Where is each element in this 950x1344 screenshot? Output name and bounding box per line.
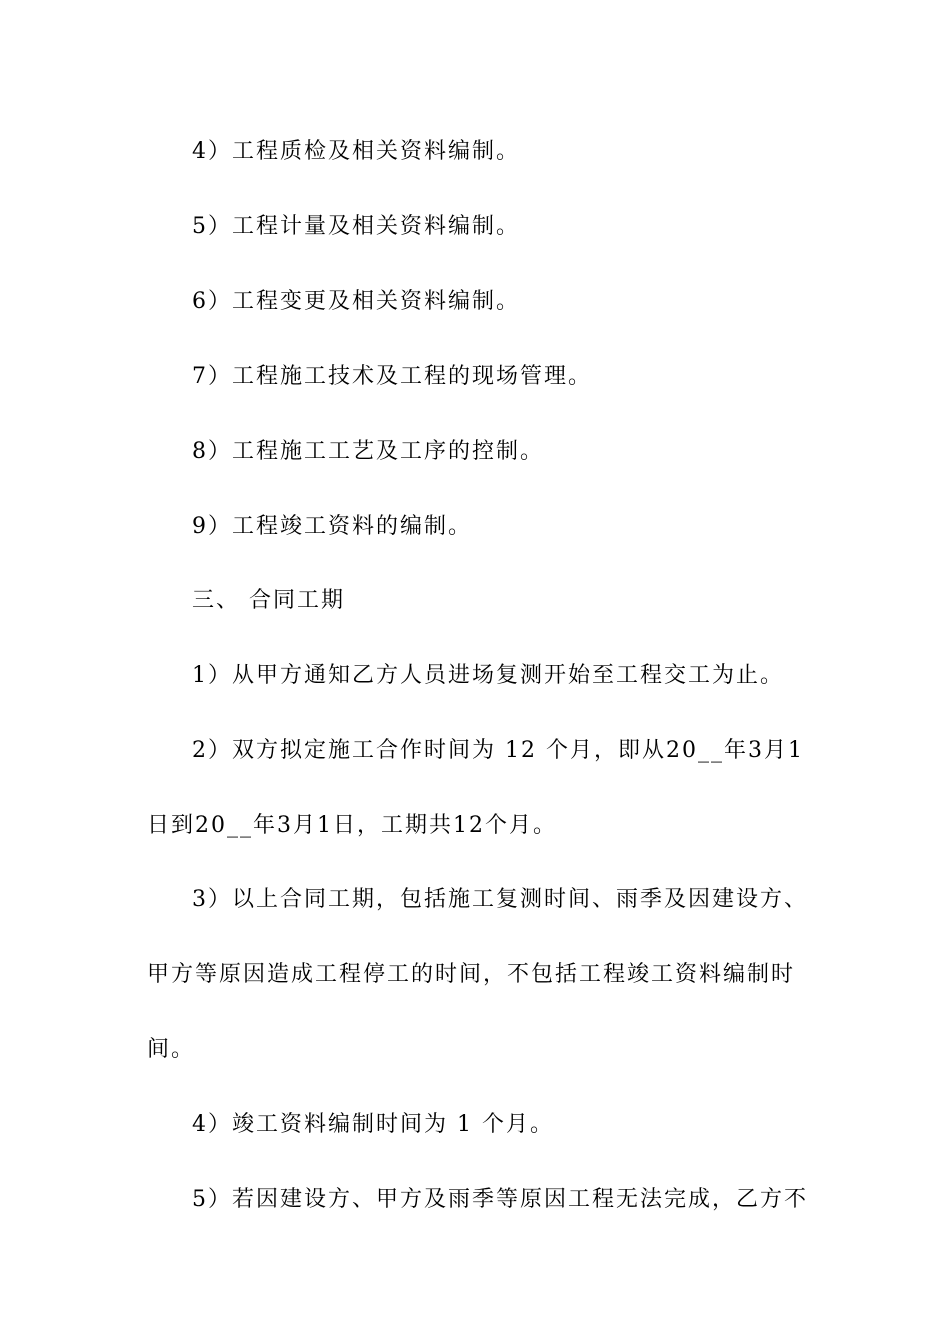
list-item-5-measurement: 5）工程计量及相关资料编制。 bbox=[192, 214, 520, 239]
paragraph-1-start-end: 1）从甲方通知乙方人员进场复测开始至工程交工为止。 bbox=[192, 663, 784, 688]
paragraph-3-line-1: 3）以上合同工期，包括施工复测时间、雨季及因建设方、 bbox=[192, 887, 808, 912]
list-item-7-site-management: 7）工程施工技术及工程的现场管理。 bbox=[192, 364, 592, 389]
paragraph-5-line-1: 5）若因建设方、甲方及雨季等原因工程无法完成，乙方不 bbox=[192, 1187, 808, 1212]
list-item-9-completion-docs: 9）工程竣工资料的编制。 bbox=[192, 514, 472, 539]
paragraph-3-line-3: 间。 bbox=[147, 1037, 196, 1062]
list-item-8-process-control: 8）工程施工工艺及工序的控制。 bbox=[192, 439, 544, 464]
paragraph-3-line-2: 甲方等原因造成工程停工的时间，不包括工程竣工资料编制时 bbox=[147, 962, 796, 987]
paragraph-4-completion-time: 4）竣工资料编制时间为 1 个月。 bbox=[192, 1112, 554, 1137]
section-heading-contract-period: 三、 合同工期 bbox=[192, 588, 345, 613]
paragraph-2-line-1: 2）双方拟定施工合作时间为 12 个月，即从20__年3月1 bbox=[192, 738, 804, 763]
list-item-6-change: 6）工程变更及相关资料编制。 bbox=[192, 289, 520, 314]
paragraph-2-line-2: 日到20__年3月1日，工期共12个月。 bbox=[147, 813, 557, 838]
list-item-4-quality-inspection: 4）工程质检及相关资料编制。 bbox=[192, 139, 520, 164]
